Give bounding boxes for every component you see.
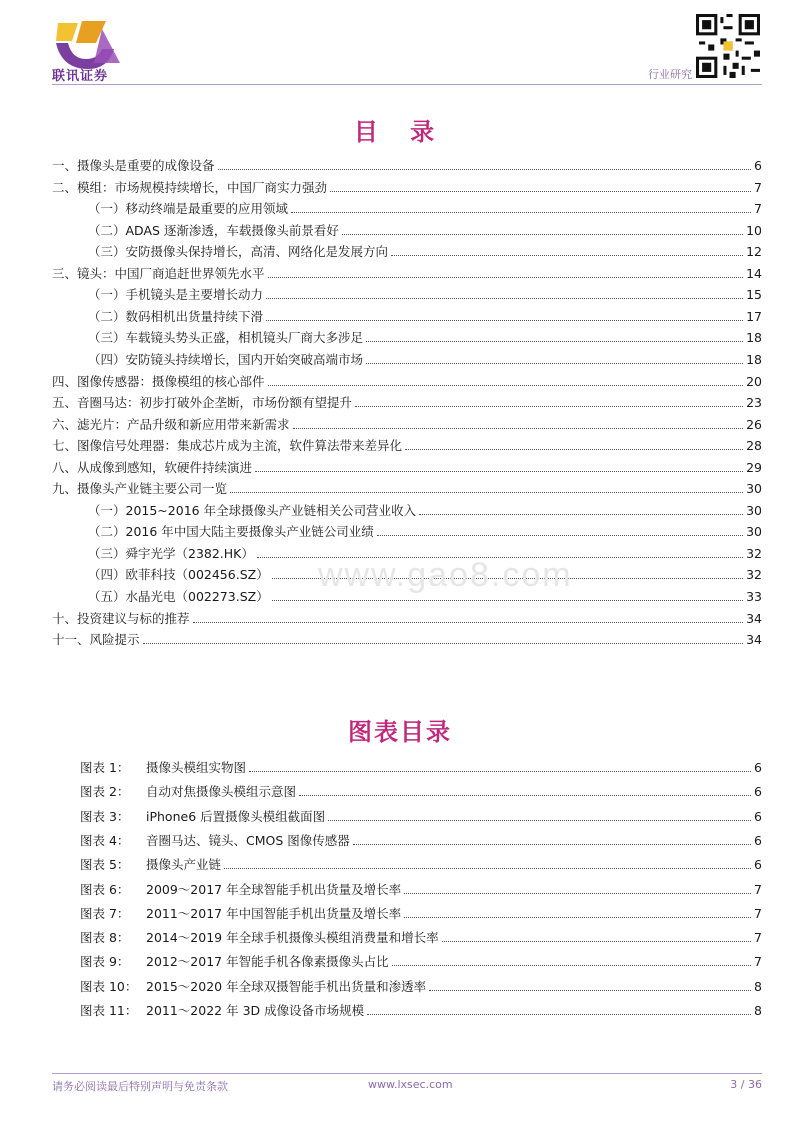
page-header (0, 0, 800, 90)
dot-leader (230, 492, 743, 493)
toc-entry[interactable] (52, 477, 762, 497)
toc-entry-page: 18 (746, 330, 762, 346)
toc-entry[interactable] (52, 434, 762, 454)
toc-entry[interactable] (52, 262, 762, 282)
dot-leader (143, 643, 744, 644)
toc-entry-title: 二、模组：市场规模持续增长，中国厂商实力强劲 (52, 179, 328, 195)
dot-leader (268, 277, 744, 278)
toc-entry[interactable] (52, 628, 762, 648)
figure-entry-title: 自动对焦摄像头模组示意图 (146, 784, 297, 800)
toc-entry[interactable] (52, 176, 762, 196)
toc-entry-title: （一）2015~2016 年全球摄像头产业链相关公司营业收入 (88, 502, 417, 518)
figure-entry-page: 8 (754, 978, 762, 994)
figure-entry-title: 2015～2020 年全球双摄智能手机出货量和渗透率 (146, 978, 427, 994)
toc-entry-title: 一、摄像头是重要的成像设备 (52, 158, 215, 173)
toc-entry-title: （二）ADAS 逐渐渗透，车载摄像头前景看好 (88, 222, 339, 238)
dot-leader (291, 212, 751, 213)
toc-entry-title: （一）手机镜头是主要增长动力 (88, 287, 264, 303)
toc-entry[interactable] (52, 154, 762, 174)
dot-leader (404, 893, 751, 894)
toc-entry-page: 30 (746, 524, 762, 540)
company-logo-text: 联讯证券 (52, 69, 109, 84)
toc-entry-page: 7 (754, 201, 762, 217)
figure-entry[interactable] (80, 829, 762, 849)
toc-heading: 目 录 (353, 118, 447, 146)
dot-leader (429, 990, 751, 991)
toc-entry-page: 23 (746, 395, 762, 411)
toc-entry-page: 17 (746, 308, 762, 324)
toc-entry-page: 34 (746, 632, 762, 648)
toc-entry-title: （三）舜宇光学（2382.HK） (88, 545, 254, 561)
toc-entry[interactable] (52, 370, 762, 390)
dot-leader (218, 169, 752, 170)
dot-leader (268, 385, 744, 386)
toc-entry[interactable] (88, 326, 762, 346)
toc-entry[interactable] (52, 391, 762, 411)
dot-leader (272, 600, 743, 601)
toc-entry[interactable] (52, 607, 762, 627)
figure-entry-page: 7 (754, 905, 762, 921)
toc-entry-title: 六、滤光片：产品升级和新应用带来新需求 (52, 416, 290, 432)
figure-entry[interactable] (80, 950, 762, 970)
dot-leader (367, 1014, 751, 1015)
figure-entry-title: 摄像头模组实物图 (146, 760, 247, 775)
dot-leader (266, 320, 743, 321)
toc-entry[interactable] (88, 219, 762, 239)
figure-entry[interactable] (80, 756, 762, 776)
dot-leader (391, 255, 743, 256)
dot-leader (353, 844, 751, 845)
figure-entry-page: 6 (754, 784, 762, 800)
dot-leader (255, 471, 743, 472)
figure-entry[interactable] (80, 878, 762, 898)
figure-entry-page: 6 (754, 832, 762, 848)
dot-leader (266, 298, 743, 299)
figure-entry-page: 6 (754, 808, 762, 824)
toc-entry-title: （二）数码相机出货量持续下滑 (88, 308, 264, 324)
toc-entry-title: 七、图像信号处理器：集成芯片成为主流，软件算法带来差异化 (52, 438, 403, 454)
figure-entry-page: 7 (754, 881, 762, 897)
toc-entry-title: （三）车载镜头势头正盛，相机镜头厂商大多涉足 (88, 330, 364, 346)
dot-leader (419, 514, 743, 515)
report-type-label: 行业研究 (648, 68, 692, 81)
figure-entry-number: 图表 1： (80, 760, 130, 775)
website-link[interactable]: www.lxsec.com (368, 1078, 453, 1091)
toc-entry[interactable] (88, 283, 762, 303)
figure-entry-number: 图表 4： (80, 832, 130, 848)
toc-entry-page: 30 (746, 502, 762, 518)
dot-leader (249, 771, 751, 772)
toc-entry-title: （一）移动终端是最重要的应用领域 (88, 201, 289, 217)
figure-entry-title: 2011～2017 年中国智能手机出货量及增长率 (146, 905, 402, 921)
toc-entry[interactable] (88, 240, 762, 260)
figure-entry-title: iPhone6 后置摄像头模组截面图 (146, 808, 326, 824)
figure-entry[interactable] (80, 780, 762, 800)
toc-entry[interactable] (88, 499, 762, 519)
toc-entry[interactable] (52, 413, 762, 433)
figure-entry-page: 7 (754, 954, 762, 970)
dot-leader (224, 868, 751, 869)
figure-entry[interactable] (80, 926, 762, 946)
dot-leader (193, 622, 744, 623)
toc-entry-title: 八、从成像到感知，软硬件持续演进 (52, 459, 253, 475)
toc-entry-title: （五）水晶光电（002273.SZ） (88, 589, 269, 604)
figure-entry[interactable] (80, 975, 762, 995)
dot-leader (392, 965, 751, 966)
toc-entry-page: 34 (746, 610, 762, 626)
toc-entry-title: （四）欧菲科技（002456.SZ） (88, 567, 269, 583)
dot-leader (366, 341, 743, 342)
figure-entry-number: 图表 2： (80, 784, 130, 800)
dot-leader (404, 917, 751, 918)
disclaimer-link[interactable]: 请务必阅读最后特别声明与免责条款 (52, 1080, 228, 1093)
page-number: 3 / 36 (730, 1078, 762, 1091)
toc-entry-title: 十一、风险提示 (52, 632, 140, 648)
toc-entry[interactable] (88, 520, 762, 540)
toc-entry-title: 三、镜头：中国厂商追赶世界领先水平 (52, 265, 265, 281)
toc-entry-page: 20 (746, 373, 762, 389)
footer-divider (52, 1073, 762, 1074)
toc-entry[interactable] (88, 305, 762, 325)
figure-entry-title: 2011～2022 年 3D 成像设备市场规模 (146, 1003, 365, 1018)
toc-entry-page: 10 (746, 222, 762, 238)
toc-entry-title: （三）安防摄像头保持增长，高清、网络化是发展方向 (88, 244, 389, 260)
figure-entry-number: 图表 6： (80, 881, 130, 897)
toc-entry-title: 九、摄像头产业链主要公司一览 (52, 481, 228, 497)
dot-leader (328, 820, 751, 821)
toc-entry-page: 18 (746, 351, 762, 367)
figure-entry-number: 图表 7： (80, 905, 130, 921)
toc-entry-page: 7 (754, 179, 762, 195)
figure-entry-page: 6 (754, 857, 762, 873)
figure-entry[interactable] (80, 999, 762, 1019)
figure-entry-page: 8 (754, 1003, 762, 1018)
toc-entry[interactable] (52, 456, 762, 476)
figure-entry-number: 图表 3： (80, 808, 130, 824)
toc-entry-page: 32 (746, 567, 762, 583)
figure-entry-number: 图表 11： (80, 1003, 138, 1018)
figure-entry-page: 6 (754, 760, 762, 775)
figure-entry[interactable] (80, 902, 762, 922)
toc-entry-page: 32 (746, 545, 762, 561)
figure-entry-number: 图表 10： (80, 978, 138, 994)
toc-entry-page: 15 (746, 287, 762, 303)
figures-heading: 图表目录 (348, 718, 452, 746)
toc-entry-page: 28 (746, 438, 762, 454)
figure-entry[interactable] (80, 853, 762, 873)
toc-entry[interactable] (88, 197, 762, 217)
dot-leader (405, 449, 743, 450)
toc-entry-page: 26 (746, 416, 762, 432)
dot-leader (330, 191, 751, 192)
figure-entry-title: 2012～2017 年智能手机各像素摄像头占比 (146, 954, 389, 970)
toc-entry-page: 30 (746, 481, 762, 497)
figure-entry-number: 图表 8： (80, 930, 130, 946)
qr-code-icon (696, 14, 760, 78)
toc-entry-page: 6 (754, 158, 762, 173)
dot-leader (342, 234, 743, 235)
toc-entry-title: 十、投资建议与标的推荐 (52, 610, 190, 626)
figure-entry-title: 摄像头产业链 (146, 857, 222, 873)
dot-leader (355, 406, 743, 407)
figure-entry-page: 7 (754, 930, 762, 946)
dot-leader (442, 941, 751, 942)
figure-entry-title: 2009～2017 年全球智能手机出货量及增长率 (146, 881, 402, 897)
dot-leader (366, 363, 743, 364)
figure-entry-number: 图表 5： (80, 857, 130, 873)
figure-entry-title: 音圈马达、镜头、CMOS 图像传感器 (146, 832, 350, 848)
toc-entry-title: （四）安防镜头持续增长，国内开始突破高端市场 (88, 351, 364, 367)
dot-leader (293, 428, 744, 429)
toc-entry[interactable] (88, 348, 762, 368)
toc-entry-page: 33 (746, 589, 762, 604)
toc-entry-title: 四、图像传感器：摄像模组的核心部件 (52, 373, 265, 389)
toc-entry-page: 14 (746, 265, 762, 281)
toc-entry-page: 29 (746, 459, 762, 475)
figure-entry-number: 图表 9： (80, 954, 130, 970)
figure-entry-title: 2014～2019 年全球手机摄像头模组消费量和增长率 (146, 930, 439, 946)
toc-entry-page: 12 (746, 244, 762, 260)
watermark-text: www.gao8.com (318, 556, 573, 594)
toc-entry-title: 五、音圈马达：初步打破外企垄断，市场份额有望提升 (52, 395, 353, 411)
header-divider (52, 84, 762, 85)
toc-entry-title: （二）2016 年中国大陆主要摄像头产业链公司业绩 (88, 524, 374, 540)
figure-entry[interactable] (80, 805, 762, 825)
dot-leader (377, 535, 743, 536)
dot-leader (299, 795, 751, 796)
